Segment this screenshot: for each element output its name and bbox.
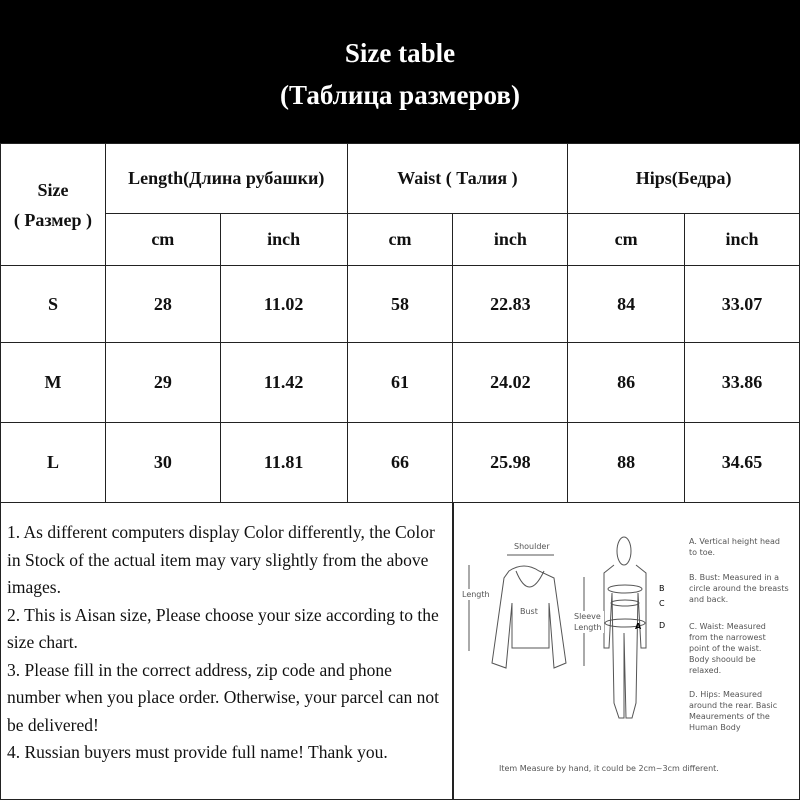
hips-header: Hips(Бедра): [568, 144, 800, 214]
title: Size table: [344, 38, 456, 68]
cell: 22.83: [453, 266, 568, 343]
cell: 33.07: [685, 266, 800, 343]
cell: 33.86: [685, 343, 800, 423]
cell: 88: [568, 423, 685, 503]
measurement-diagram: [453, 502, 800, 800]
length-label: Length: [462, 590, 490, 599]
bust-label: Bust: [520, 607, 538, 616]
desc-a: A. Vertical height head to toe.: [689, 537, 780, 557]
unit-header: cm: [568, 214, 685, 266]
size-cell: L: [1, 423, 106, 503]
length-header: Length(Длина рубашки): [105, 144, 347, 214]
note: 3. Please fill in the correct address, zip code and phone number when you place order. Otherwise, your parcel can not be delivered!: [7, 659, 439, 735]
size-header: Size ( Размер ): [1, 144, 106, 266]
letter-c: C: [659, 599, 665, 608]
note: 4. Russian buyers must provide full name! Thank you.: [7, 742, 388, 762]
shoulder-label: Shoulder: [514, 542, 550, 551]
desc-b: B. Bust: Measured in a circle around the breasts and back.: [689, 573, 789, 604]
cell: 11.81: [220, 423, 347, 503]
table-row: [1, 423, 800, 503]
desc-d: D. Hips: Measured around the rear. Basic Meaurements of the Human Body: [689, 690, 778, 732]
cell: 66: [347, 423, 453, 503]
diagram-footer: Item Measure by hand, it could be 2cm~3cm different.: [499, 764, 719, 773]
waist-header: Waist ( Талия ): [347, 144, 568, 214]
unit-header: inch: [453, 214, 568, 266]
cell: 61: [347, 343, 453, 423]
cell: 34.65: [685, 423, 800, 503]
cell: 24.02: [453, 343, 568, 423]
cell: 30: [105, 423, 220, 503]
unit-header: cm: [347, 214, 453, 266]
cell: 11.02: [220, 266, 347, 343]
cell: 11.42: [220, 343, 347, 423]
desc-c: C. Waist: Measured from the narrowest point of the waist. Body shoould be relaxed.: [689, 622, 766, 675]
header-banner: [0, 0, 800, 143]
subtitle: (Таблица размеров): [280, 80, 520, 110]
size-table: [0, 143, 800, 503]
table-row: [1, 343, 800, 423]
cell: 29: [105, 343, 220, 423]
table-row: [1, 266, 800, 343]
cell: 25.98: [453, 423, 568, 503]
cell: 86: [568, 343, 685, 423]
letter-d: D: [659, 621, 666, 630]
size-cell: S: [1, 266, 106, 343]
letter-a: A: [635, 622, 642, 631]
unit-header: cm: [105, 214, 220, 266]
note: 2. This is Aisan size, Please choose your size according to the size chart.: [7, 604, 439, 652]
unit-header: inch: [220, 214, 347, 266]
cell: 58: [347, 266, 453, 343]
notes-panel: [0, 502, 453, 800]
letter-b: B: [659, 584, 665, 593]
unit-header: inch: [685, 214, 800, 266]
sleeve-label: Sleeve Length: [574, 611, 604, 633]
note: 1. As different computers display Color differently, the Color in Stock of the actual item may vary slightly from the above images.: [7, 522, 435, 597]
cell: 28: [105, 266, 220, 343]
cell: 84: [568, 266, 685, 343]
size-cell: M: [1, 343, 106, 423]
